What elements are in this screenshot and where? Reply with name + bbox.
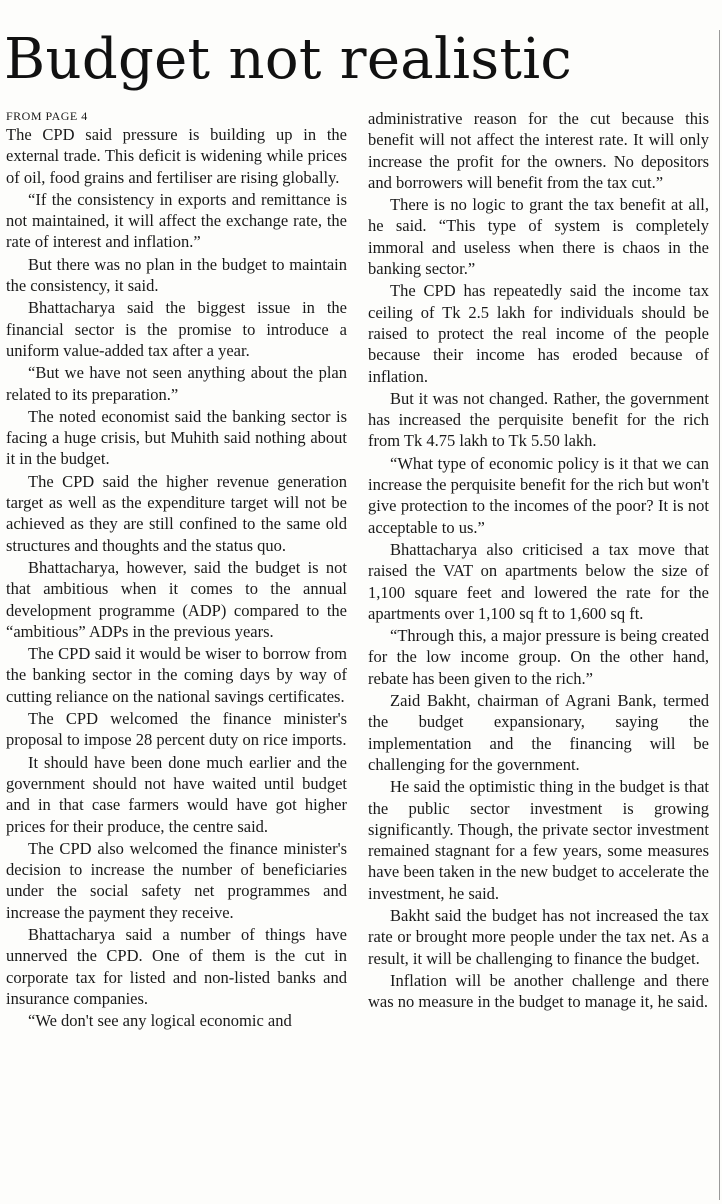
- headline: Budget not realistic: [4, 27, 573, 92]
- paragraph: “If the consistency in exports and remittance is not maintained, it will affect the exchange rate, the rate of interest and inflation.”: [6, 189, 347, 252]
- paragraph: “What type of economic policy is it that we can increase the perquisite benefit for the rich but won't give protection to the incomes of the poor? It is not acceptable to us.”: [368, 453, 709, 537]
- paragraph: “But we have not seen anything about the plan related to its preparation.”: [6, 363, 347, 404]
- paragraph: He said the optimistic thing in the budget is that the public sector investment is growing significantly. Though, the private sector investment remained stagnant for a few years, some measures have been taken in the new budget to accelerate the investment, he said.: [368, 777, 709, 903]
- paragraph: Bhattacharya said the biggest issue in the financial sector is the promise to introduce a uniform value-added tax after a year.: [6, 298, 347, 360]
- paragraph: The CPD has repeatedly said the income tax ceiling of Tk 2.5 lakh for individuals should be raised to protect the real income of the people because their income has eroded because of inflation.: [368, 281, 709, 386]
- paragraph: The noted economist said the banking sector is facing a huge crisis, but Muhith said nothing about it in the budget.: [6, 406, 347, 469]
- paragraph: Zaid Bakht, chairman of Agrani Bank, termed the budget expansionary, saying the implementation and the financing will be challenging for the government.: [368, 691, 709, 774]
- paragraph: Bhattacharya said a number of things have unnerved the CPD. One of them is the cut in corporate tax for listed and non-listed banks and insurance companies.: [6, 924, 347, 1008]
- paragraph: Inflation will be another challenge and there was no measure in the budget to manage it, he said.: [368, 970, 709, 1012]
- paragraph: The CPD said the higher revenue generation target as well as the expenditure target will not be achieved as they are still confined to the same old structures and thoughts and the status quo.: [6, 471, 347, 555]
- paragraph: administrative reason for the cut because this benefit will not affect the interest rate. It will only increase the profit for the owners. No depositors and borrowers will benefit from the tax cut.”: [368, 109, 709, 192]
- paragraph: It should have been done much earlier and the government should not have waited until budget and in that case farmers would have got higher prices for their produce, the centre said.: [6, 752, 347, 836]
- paragraph: The CPD said it would be wiser to borrow from the banking sector in the coming days by way of cutting reliance on the national savings certificates.: [6, 644, 347, 706]
- dateline: FROM PAGE 4: [6, 109, 88, 123]
- paragraph: “We don't see any logical economic and: [28, 1011, 292, 1031]
- paragraph: “Through this, a major pressure is being created for the low income group. On the other hand, rebate has been given to the rich.”: [368, 626, 709, 688]
- paragraph: There is no logic to grant the tax benefit at all, he said. “This type of system is completely immoral and useless when there is chaos in the banking sector.”: [368, 195, 709, 279]
- paragraph: The CPD also welcomed the finance minister's decision to increase the number of beneficiaries under the social safety net programmes and increase the payment they receive.: [6, 838, 347, 922]
- paragraph: But there was no plan in the budget to maintain the consistency, it said.: [6, 254, 347, 296]
- paragraph: The CPD said pressure is building up in the external trade. This deficit is widening while prices of oil, food grains and fertiliser are rising globally.: [6, 125, 347, 187]
- paragraph: Bakht said the budget has not increased the tax rate or brought more people under the tax net. As a result, it will be challenging to finance the budget.: [368, 905, 709, 968]
- article-column-left: [6, 108, 347, 1032]
- paragraph: Bhattacharya, however, said the budget is not that ambitious when it comes to the annual development programme (ADP) compared to the “ambitious” ADPs in the previous years.: [6, 557, 347, 641]
- column-rule: [719, 30, 720, 1200]
- paragraph: But it was not changed. Rather, the government has increased the perquisite benefit for the rich from Tk 4.75 lakh to Tk 5.50 lakh.: [368, 388, 709, 451]
- paragraph: The CPD welcomed the finance minister's proposal to impose 28 percent duty on rice imports.: [6, 709, 347, 750]
- paragraph: Bhattacharya also criticised a tax move that raised the VAT on apartments below the size of 1,100 square feet and lowered the rate for the apartments over 1,100 sq ft to 1,600 sq ft.: [368, 539, 709, 623]
- article-column-right: [368, 108, 709, 1013]
